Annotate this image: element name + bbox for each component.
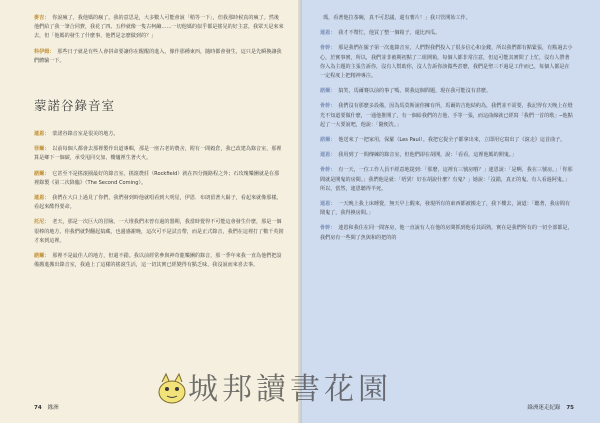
paragraph-text: 你說瘋了，我他媽的瘋了。我的意思是，大多數人可能會說「稍等一下」，但我那時候真的瘋了。然後他們給了我一筆合同費，我花了四、五秒就像一隻古柯鹼……一切他媽的似乎都是搖晃的好主意，我眾天是來來去，但「他媽的發生了什麼事，他們是怎麼做到的？」 [34,15,284,40]
paragraph-text: 他送來了一把家用，保羅（Les Paul）。我把它捉全子都拿出來，立即用它寫出了《滾走》這首曲子。 [338,137,566,144]
paragraph [320,29,574,38]
paragraph-text: 我們沒有那麼多設備，因為馬莫斯說你擁有所，馬爾的吉他結約為，我們並不需要，我記得有天晚上在燈光不知道要做什麼，一通他推開了，有一個給我們的吉他，手等一張，而這曲線就已經寫「我們一首的歌」─他點起了一大要說吧，他說：「隨便洗。」 [320,103,573,128]
watermark-text: 城邦讀書花園 [188,372,392,407]
paragraph-text: 有一天，一位工作人員不經意地提到：「那麼，這裡有三號房哦？」連恩說：「是啊，我在三號房。」「你那間就是開鬼的房間。」我們他是就：「唔異！好在胡說什麼？有鬼？」她說：「沒錯，真正的鬼。有人看過阿鬼。」所以，當然，連恩聽得半死。 [320,167,573,192]
paragraph [320,136,574,145]
speaker-name: 連恩： [320,30,336,37]
paragraph-text: 以前每個人都會去那裡製作出道專輯，那是一座古老的農舍，附有一間穀倉，我已改建為錄音室，那裡算是鄉下一個碳，承受甩同交加，樓爐裡生著火火。 [34,146,282,162]
cartoon-mascot-icon [152,366,192,406]
speaker-name: 諾爾： [34,170,50,177]
paragraph-text: 它甚至不是搖滾圈最好的錄音室，搖滾農莊（Rockfield）就在四分鐘路程之外；石玫瑰樂團就是在那裡錄製《第二次降臨》（The Second Coming）。 [34,170,280,186]
page-footer-right [527,403,574,411]
paragraph-text: 連恩和我住在同一間客房，他一直說有人在他的房間抓到他看其面熟，實在是我們所有的一切全部都是，我們房有一些間了魚與和的把的的 [320,225,573,241]
paragraph-text: 我才不幫忙，他買了整一個箱子，還比西瓜。 [338,30,441,37]
page-number: 74 [34,405,42,411]
speaker-name: 骨幹： [320,167,336,174]
paragraph [320,224,574,242]
book-title: 緣洲 [47,405,59,411]
speaker-name: 連恩： [34,195,50,202]
right-page [302,0,600,423]
paragraph-text: 那是我們在羅子第一次進錄音室，人們對我們投入了很多信心和金錢，所以我們都有點緊張，有點過去小心，於實事實，所以，我們並非被期初點了二組開箱，每個人都非常注意，但這可能其實問了上忙，沒有人帶著你入為主題的主張告訴你，沒有人幫助你，沒人告訴你該做些甚麼，我們是聖三不過是工作而已，每個人都是在一定程度上把精神專注。 [320,45,573,80]
paragraph-text: 那裡不是最佳人的地方，但還不錯。我以前經常參與神奇龍樂團的錄音，那一季年來我一直為他們把設備搬進搬出錄音室，我過上了這樣的搖滾生活，這一切其實已經變得有點乏味，我沒說而來喜去事。 [34,253,282,269]
speaker-name: 麥吉： [34,15,50,21]
paragraph [320,151,574,160]
paragraph [320,102,574,130]
page-footer-left [34,403,59,411]
paragraph-text: 老天，那是一次巨大的冒險。一大堆我們未曾有過的器期，我當時覺得不可能這會發生什麼，那是一個很棒的地方，你我們就對翻起搞藏，也邊感謝晚，這次可不是試音帶，而是正式錄音，我們在這裡打了數千英鎊才來到這裡。 [34,219,284,244]
paragraph [34,145,284,163]
speaker-name: 連恩： [320,201,336,208]
paragraph-text: 我們在大白上過見了你們，我們發到時他就唱看到大明星，伊恩．布朗留著大鬍子，看起來就像那樣。看起來酷得要命。 [34,195,282,211]
paragraph-text: 蒙諾谷錄音室是很美的地方。 [52,131,119,138]
speaker-name: 骨幹： [320,103,336,110]
paragraph [320,87,574,96]
paragraph-text: 我用到了一間傳練的錄音室，但他們卻在胡開，說：「看看，這裡他媽的開鬼。」 [338,152,517,159]
speaker-name: 諾爾： [34,253,50,260]
paragraph [320,44,574,81]
paragraph [34,218,284,246]
paragraph-text: 瑪，看著他拉茶碗，真不可思議，還有薯片！」我只管開始工作。 [323,15,471,21]
paragraph [34,48,284,66]
speaker-name: 骨幹： [320,45,336,52]
paragraph-text: 一天晚上我上床睡覺，無天早上醒來，發現所有的東西都被搬走了，我下樓去，說道：「聽著，我房間有鬧鬼了，我得換房間。」 [320,201,571,217]
paragraph [34,14,284,42]
section-heading: 蒙諾谷錄音室 [34,98,116,114]
speaker-name: 連恩： [34,131,50,138]
paragraph [320,14,574,23]
speaker-name: 托尼： [34,219,50,226]
paragraph-text: 搞笑，馬爾賽以前的事了嗎，問我這個問題，現在我可能沒有甚麼。 [338,88,492,95]
book-title: 綠洲迷走紀錄 [527,405,561,411]
paragraph [34,130,284,139]
speaker-name: 科伊姆： [34,48,55,55]
speaker-name: 諾爾： [320,137,336,144]
page-number: 75 [566,405,574,411]
paragraph [320,200,574,218]
paragraph [320,166,574,194]
speaker-name: 骨幹： [320,225,336,232]
speaker-name: 連恩： [320,152,336,159]
paragraph [34,194,284,212]
paragraph-text: 那些日子就是有些人會拼命要讓你在醒醒的進入，像作那種東西，隨時都會發生，這只是先瞬換讓我們體驗一下。 [34,48,282,64]
speaker-name: 諾爾： [320,88,336,95]
paragraph [34,170,284,188]
left-page [0,0,298,423]
paragraph [34,252,284,270]
speaker-name: 菲爾： [34,146,50,153]
